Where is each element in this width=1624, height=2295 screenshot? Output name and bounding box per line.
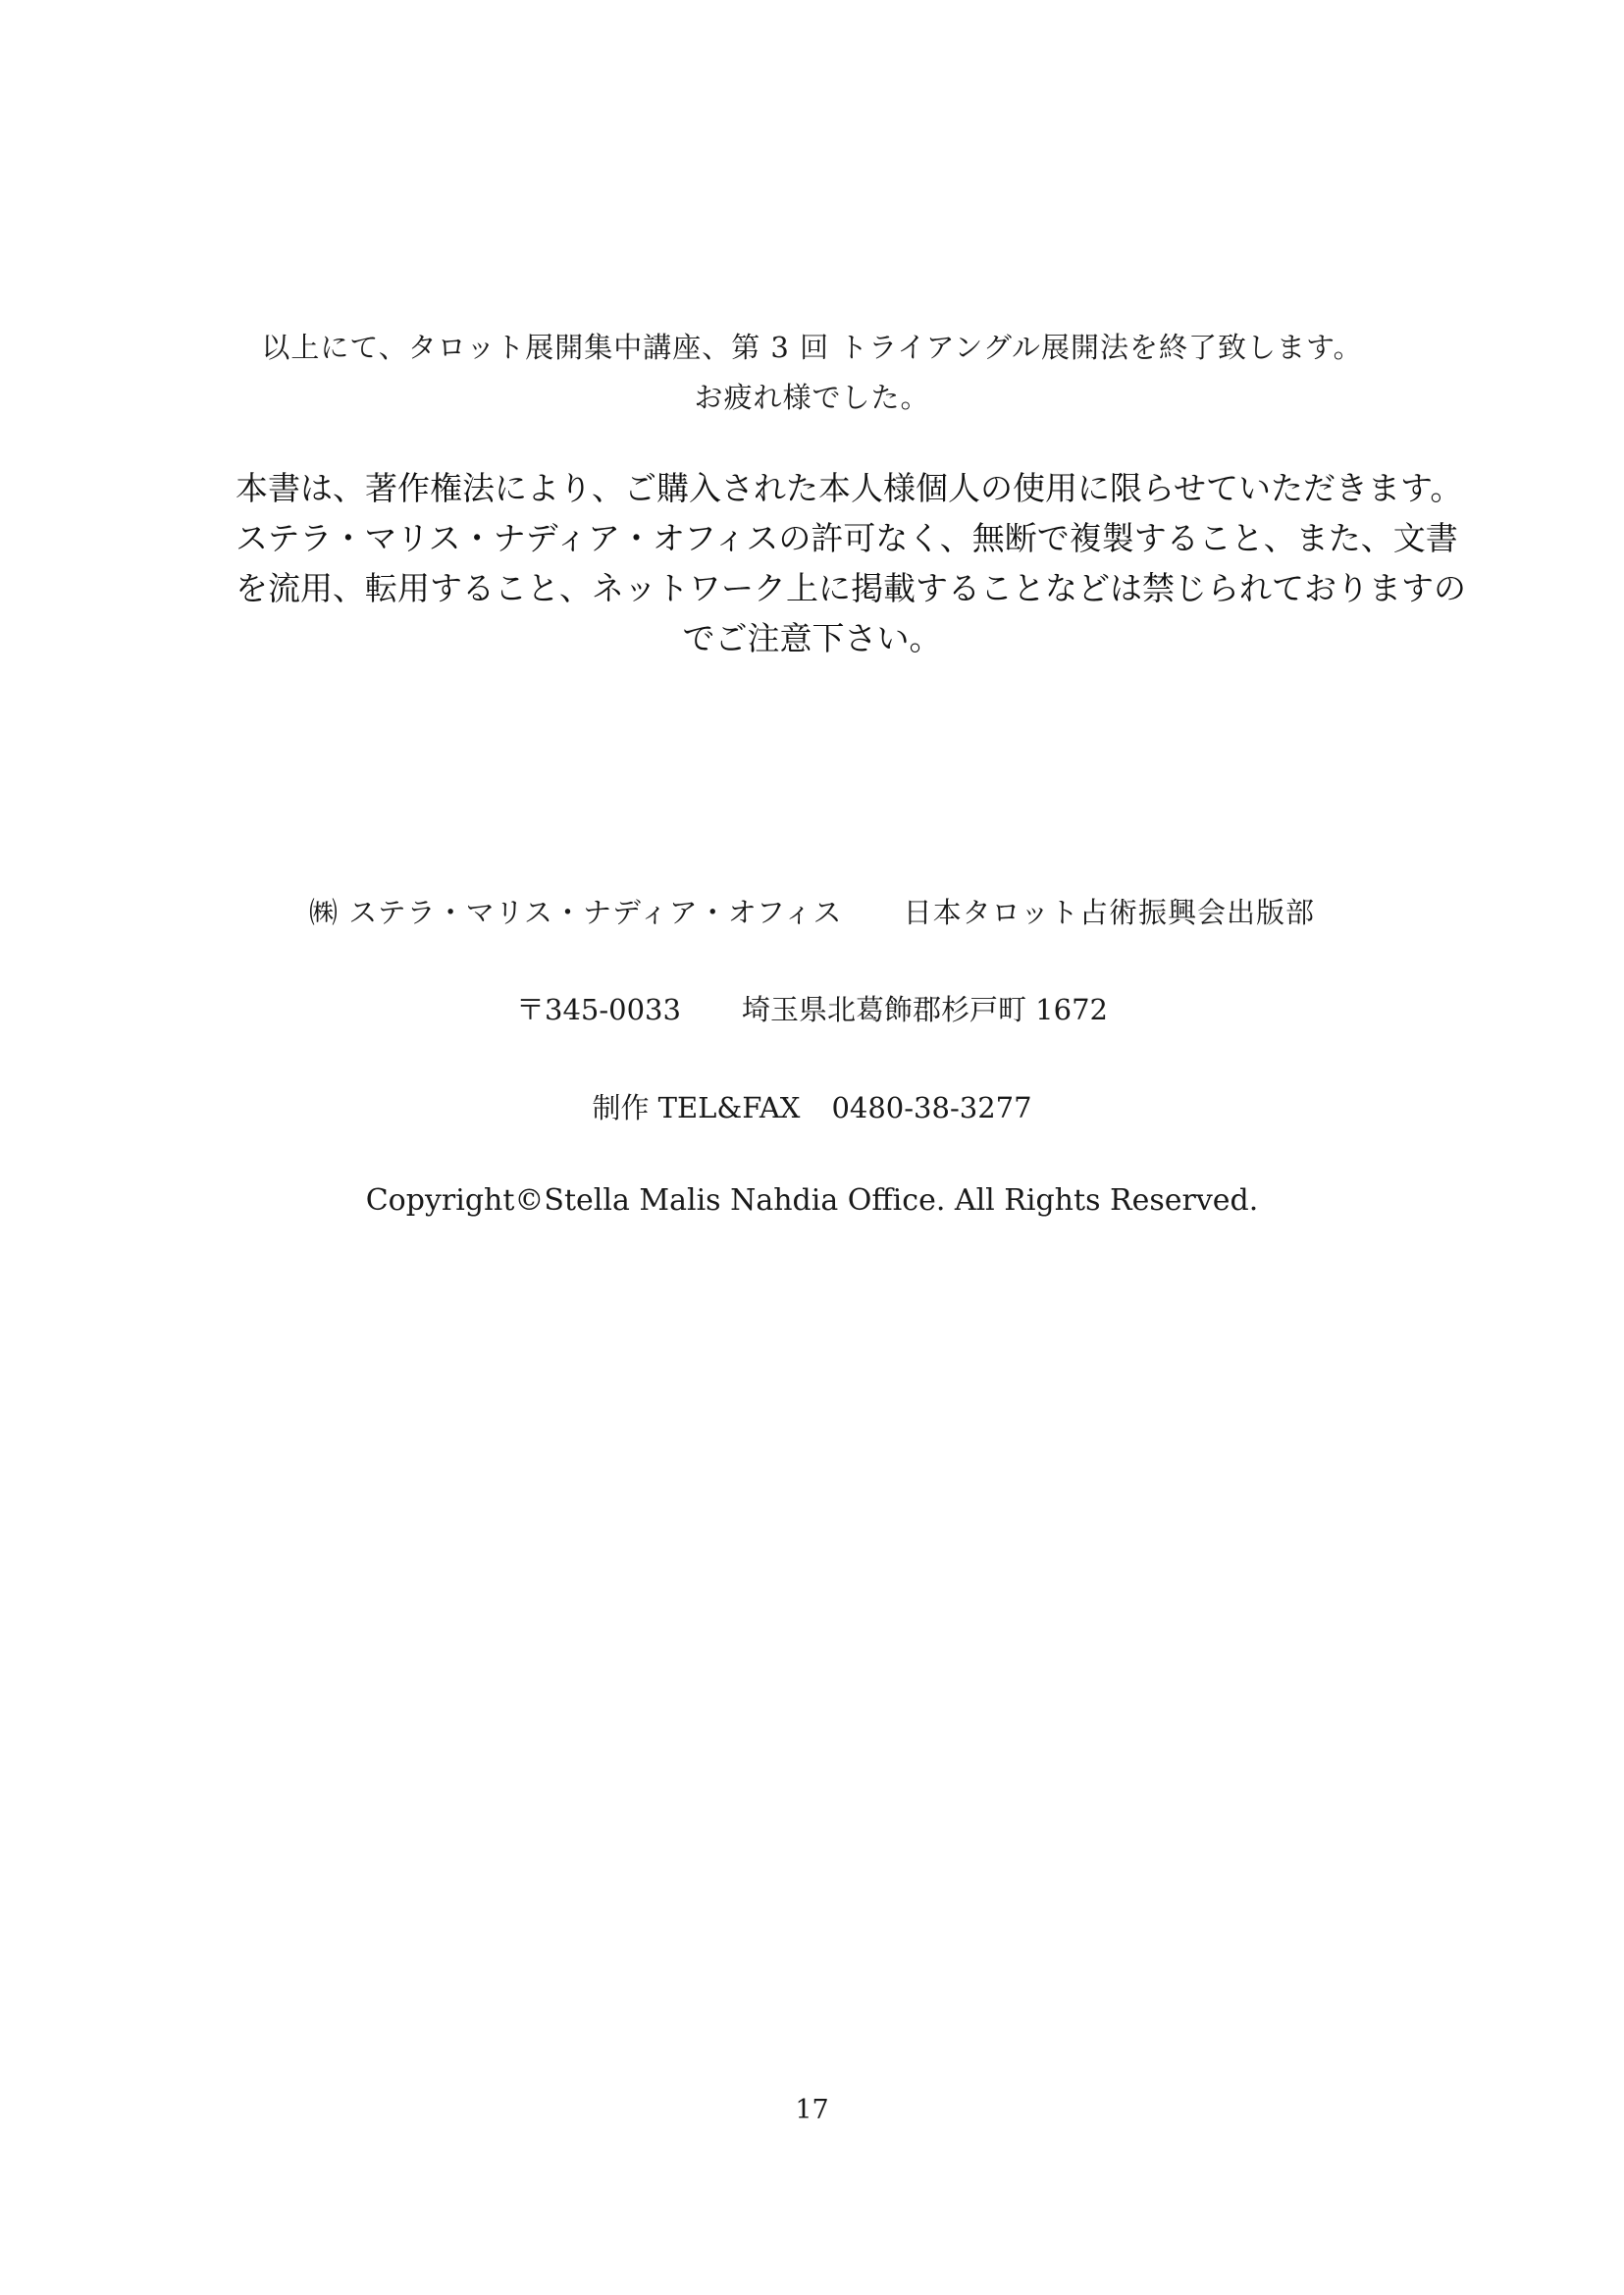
notice-line-3: を流用、転用すること、ネットワーク上に掲載することなどは禁じられておりますの (236, 569, 1466, 607)
street-address: 埼玉県北葛飾郡杉戸町 1672 (741, 993, 1108, 1026)
closing-line-2: お疲れ様でした。 (694, 381, 930, 414)
copyright-line: Copyright©Stella Malis Nahdia Office. All Rights Reserved. (365, 1183, 1259, 1218)
copyright-notice (236, 463, 1466, 663)
notice-line-4: でご注意下さい。 (682, 619, 942, 657)
tel-line (0, 1086, 1624, 1126)
tel-number: 0480-38-3277 (831, 1091, 1032, 1124)
notice-line-1: 本書は、著作権法により、ご購入された本人様個人の使用に限らせていただきます。 (236, 469, 1463, 507)
department-name: 日本タロット占術振興会出版部 (903, 896, 1315, 929)
page-number: 17 (795, 2095, 829, 2125)
closing-line-1: 以上にて、タロット展開集中講座、第 3 回 トライアングル展開法を終了致します。 (261, 331, 1363, 364)
address-line (0, 988, 1624, 1028)
company-name: ㈱ ステラ・マリス・ナディア・オフィス (309, 896, 843, 929)
tel-label: 制作 TEL&FAX (592, 1091, 801, 1124)
publisher-line (0, 891, 1624, 931)
notice-line-2: ステラ・マリス・ナディア・オフィスの許可なく、無断で複製すること、また、文書 (236, 519, 1458, 557)
postal-code: 〒345-0033 (516, 993, 681, 1026)
